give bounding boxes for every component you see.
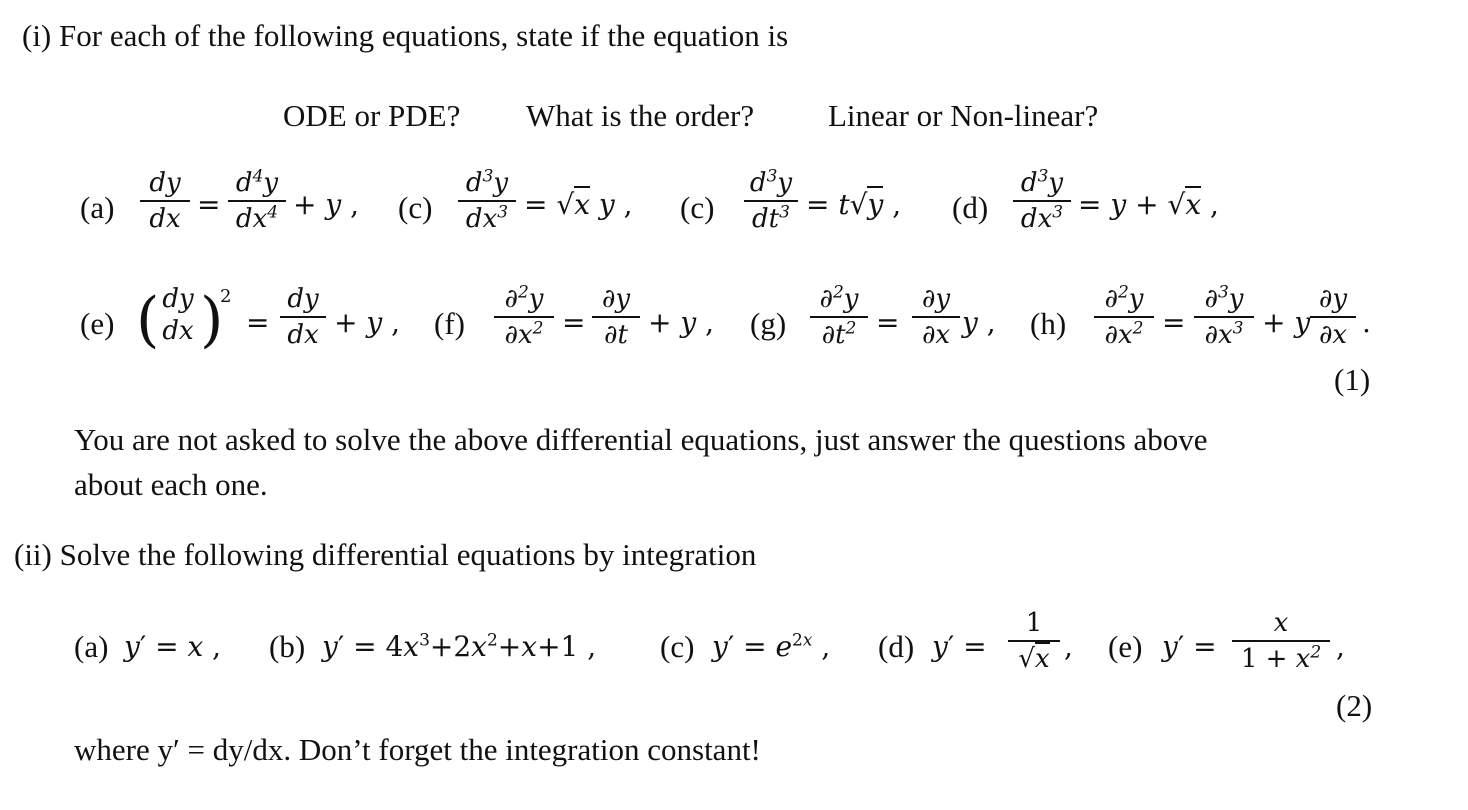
ii-label-a: (a): [74, 629, 109, 664]
eq-label-e: (e): [80, 306, 115, 341]
ii-label-d: (d): [878, 629, 915, 664]
ii-label-e: (e): [1108, 629, 1143, 664]
eq-label-f: (f): [434, 306, 465, 341]
ii-equation-c: $y' = e^{2x}$ ,: [712, 630, 831, 663]
ii-label-b: (b): [269, 629, 306, 664]
equation-number-1: (1): [1334, 362, 1371, 397]
eq-label-h: (h): [1030, 306, 1067, 341]
equation-number-2: (2): [1336, 688, 1373, 723]
eq-label-g: (g): [750, 306, 787, 341]
question-order: What is the order?: [526, 98, 755, 133]
part-ii-heading: (ii) Solve the following differential equations by integration: [14, 537, 757, 572]
eq-label-c2: (c): [680, 190, 715, 225]
ii-equation-a: y′ = x ,: [124, 630, 222, 663]
question-linearity: Linear or Non-linear?: [828, 98, 1099, 133]
eq-label-a: (a): [80, 190, 115, 225]
note-line-2: about each one.: [74, 467, 268, 502]
eq-label-c1: (c): [398, 190, 433, 225]
footer-note: where y′ = dy/dx. Don’t forget the integration constant!: [74, 732, 761, 767]
part-i-heading: (i) For each of the following equations, state if the equation is: [22, 18, 789, 53]
question-ode-pde: ODE or PDE?: [283, 98, 461, 133]
eq-label-d: (d): [952, 190, 989, 225]
ii-label-c: (c): [660, 629, 695, 664]
note-line-1: You are not asked to solve the above differential equations, just answer the questions above: [74, 422, 1208, 457]
ii-equation-b: $y' = 4x^3+2x^2+x+1$ ,: [322, 630, 597, 663]
